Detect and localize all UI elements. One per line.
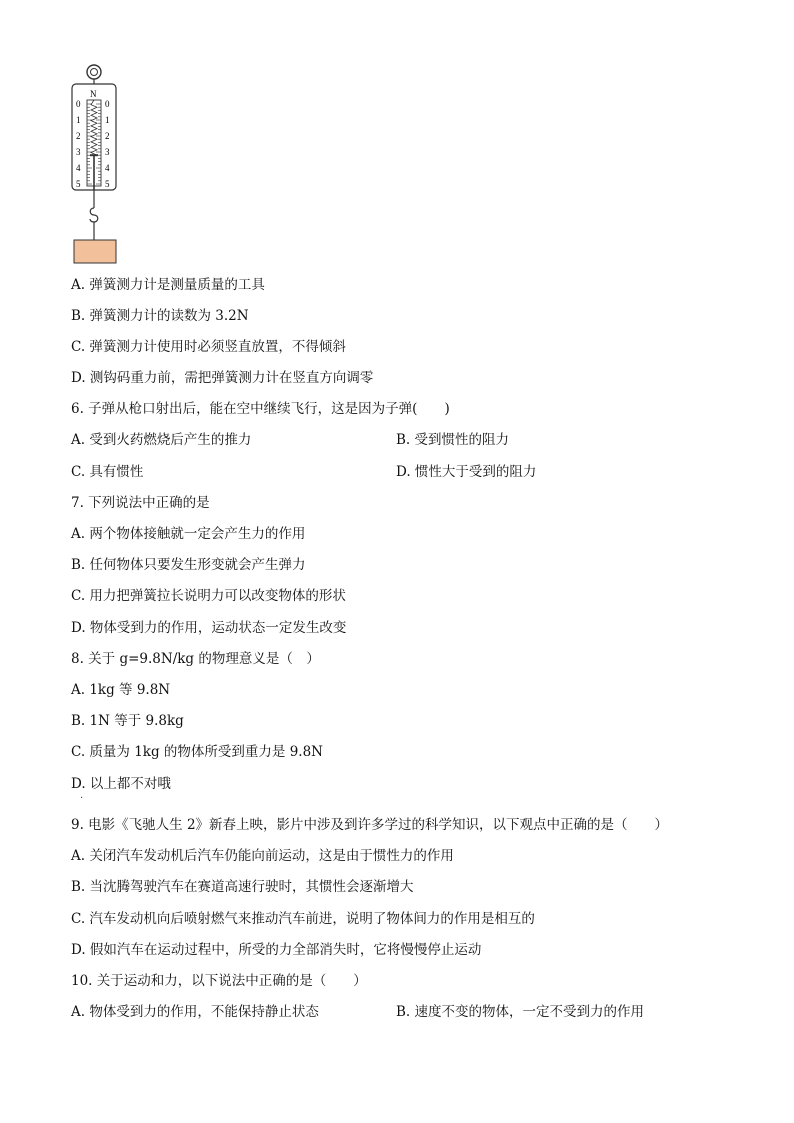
q8-option-b: B. 1N 等于 9.8kg: [71, 713, 184, 729]
scale-unit-label: N: [90, 89, 97, 99]
q9-option-a: A. 关闭汽车发动机后汽车仍能向前运动，这是由于惯性力的作用: [71, 848, 454, 864]
q6-option-a: A. 受到火药燃烧后产生的推力: [71, 432, 252, 448]
q7-option-c: C. 用力把弹簧拉长说明力可以改变物体的形状: [71, 588, 346, 604]
q8-option-d: D. 以上都不对哦: [71, 776, 171, 792]
q9-stem: 9. 电影《飞驰人生 2》新春上映，影片中涉及到许多学过的科学知识，以下观点中正确的是（ ）: [71, 817, 669, 833]
q5-option-b: B. 弹簧测力计的读数为 3.2N: [71, 308, 249, 324]
q10-option-a: A. 物体受到力的作用，不能保持静止状态: [71, 1004, 319, 1020]
scale-label: 4: [105, 163, 110, 173]
scale-label: 3: [105, 147, 110, 157]
scale-label: 5: [105, 179, 110, 189]
spring-scale-figure: [60, 62, 140, 268]
q7-stem: 7. 下列说法中正确的是: [71, 495, 210, 511]
q5-option-d: D. 测钩码重力前，需把弹簧测力计在竖直方向调零: [71, 370, 374, 386]
scale-label: 1: [76, 115, 81, 125]
scale-hook: [90, 208, 98, 222]
scale-label: 2: [105, 131, 110, 141]
q9-option-d: D. 假如汽车在运动过程中，所受的力全部消失时，它将慢慢停止运动: [71, 942, 482, 958]
q5-option-a: A. 弹簧测力计是测量质量的工具: [71, 277, 265, 293]
scale-label: 0: [76, 99, 81, 109]
q5-option-c: C. 弹簧测力计使用时必须竖直放置，不得倾斜: [71, 339, 346, 355]
q7-option-b: B. 任何物体只要发生形变就会产生弹力: [71, 557, 306, 573]
q10-stem: 10. 关于运动和力，以下说法中正确的是（ ）: [71, 973, 367, 989]
scale-label: 4: [76, 163, 81, 173]
scale-label: 5: [76, 179, 81, 189]
q9-option-b: B. 当沈腾驾驶汽车在赛道高速行驶时，其惯性会逐渐增大: [71, 879, 414, 895]
q7-option-a: A. 两个物体接触就一定会产生力的作用: [71, 526, 306, 542]
q8-stem: 8. 关于 g=9.8N/kg 的物理意义是（ ）: [71, 651, 320, 667]
q10-option-b: B. 速度不变的物体，一定不受到力的作用: [396, 1004, 645, 1020]
q9-option-c: C. 汽车发动机向后喷射燃气来推动汽车前进，说明了物体间力的作用是相互的: [71, 911, 535, 927]
scale-label: 1: [105, 115, 110, 125]
scale-label: 3: [76, 147, 81, 157]
q6-option-b: B. 受到惯性的阻力: [396, 432, 510, 448]
q8-option-c: C. 质量为 1kg 的物体所受到重力是 9.8N: [71, 744, 323, 760]
scale-label: 2: [76, 131, 81, 141]
q6-option-d: D. 惯性大于受到的阻力: [396, 464, 537, 480]
q8-option-a: A. 1kg 等 9.8N: [71, 682, 171, 698]
scale-label: 0: [105, 99, 110, 109]
hanging-weight: [74, 240, 116, 263]
scale-ring: [87, 65, 101, 79]
q6-stem: 6. 子弹从枪口射出后，能在空中继续飞行，这是因为子弹( ): [71, 401, 450, 417]
q6-option-c: C. 具有惯性: [71, 464, 144, 480]
q7-option-d: D. 物体受到力的作用，运动状态一定发生改变: [71, 620, 347, 636]
stray-mark: ·: [80, 793, 84, 804]
